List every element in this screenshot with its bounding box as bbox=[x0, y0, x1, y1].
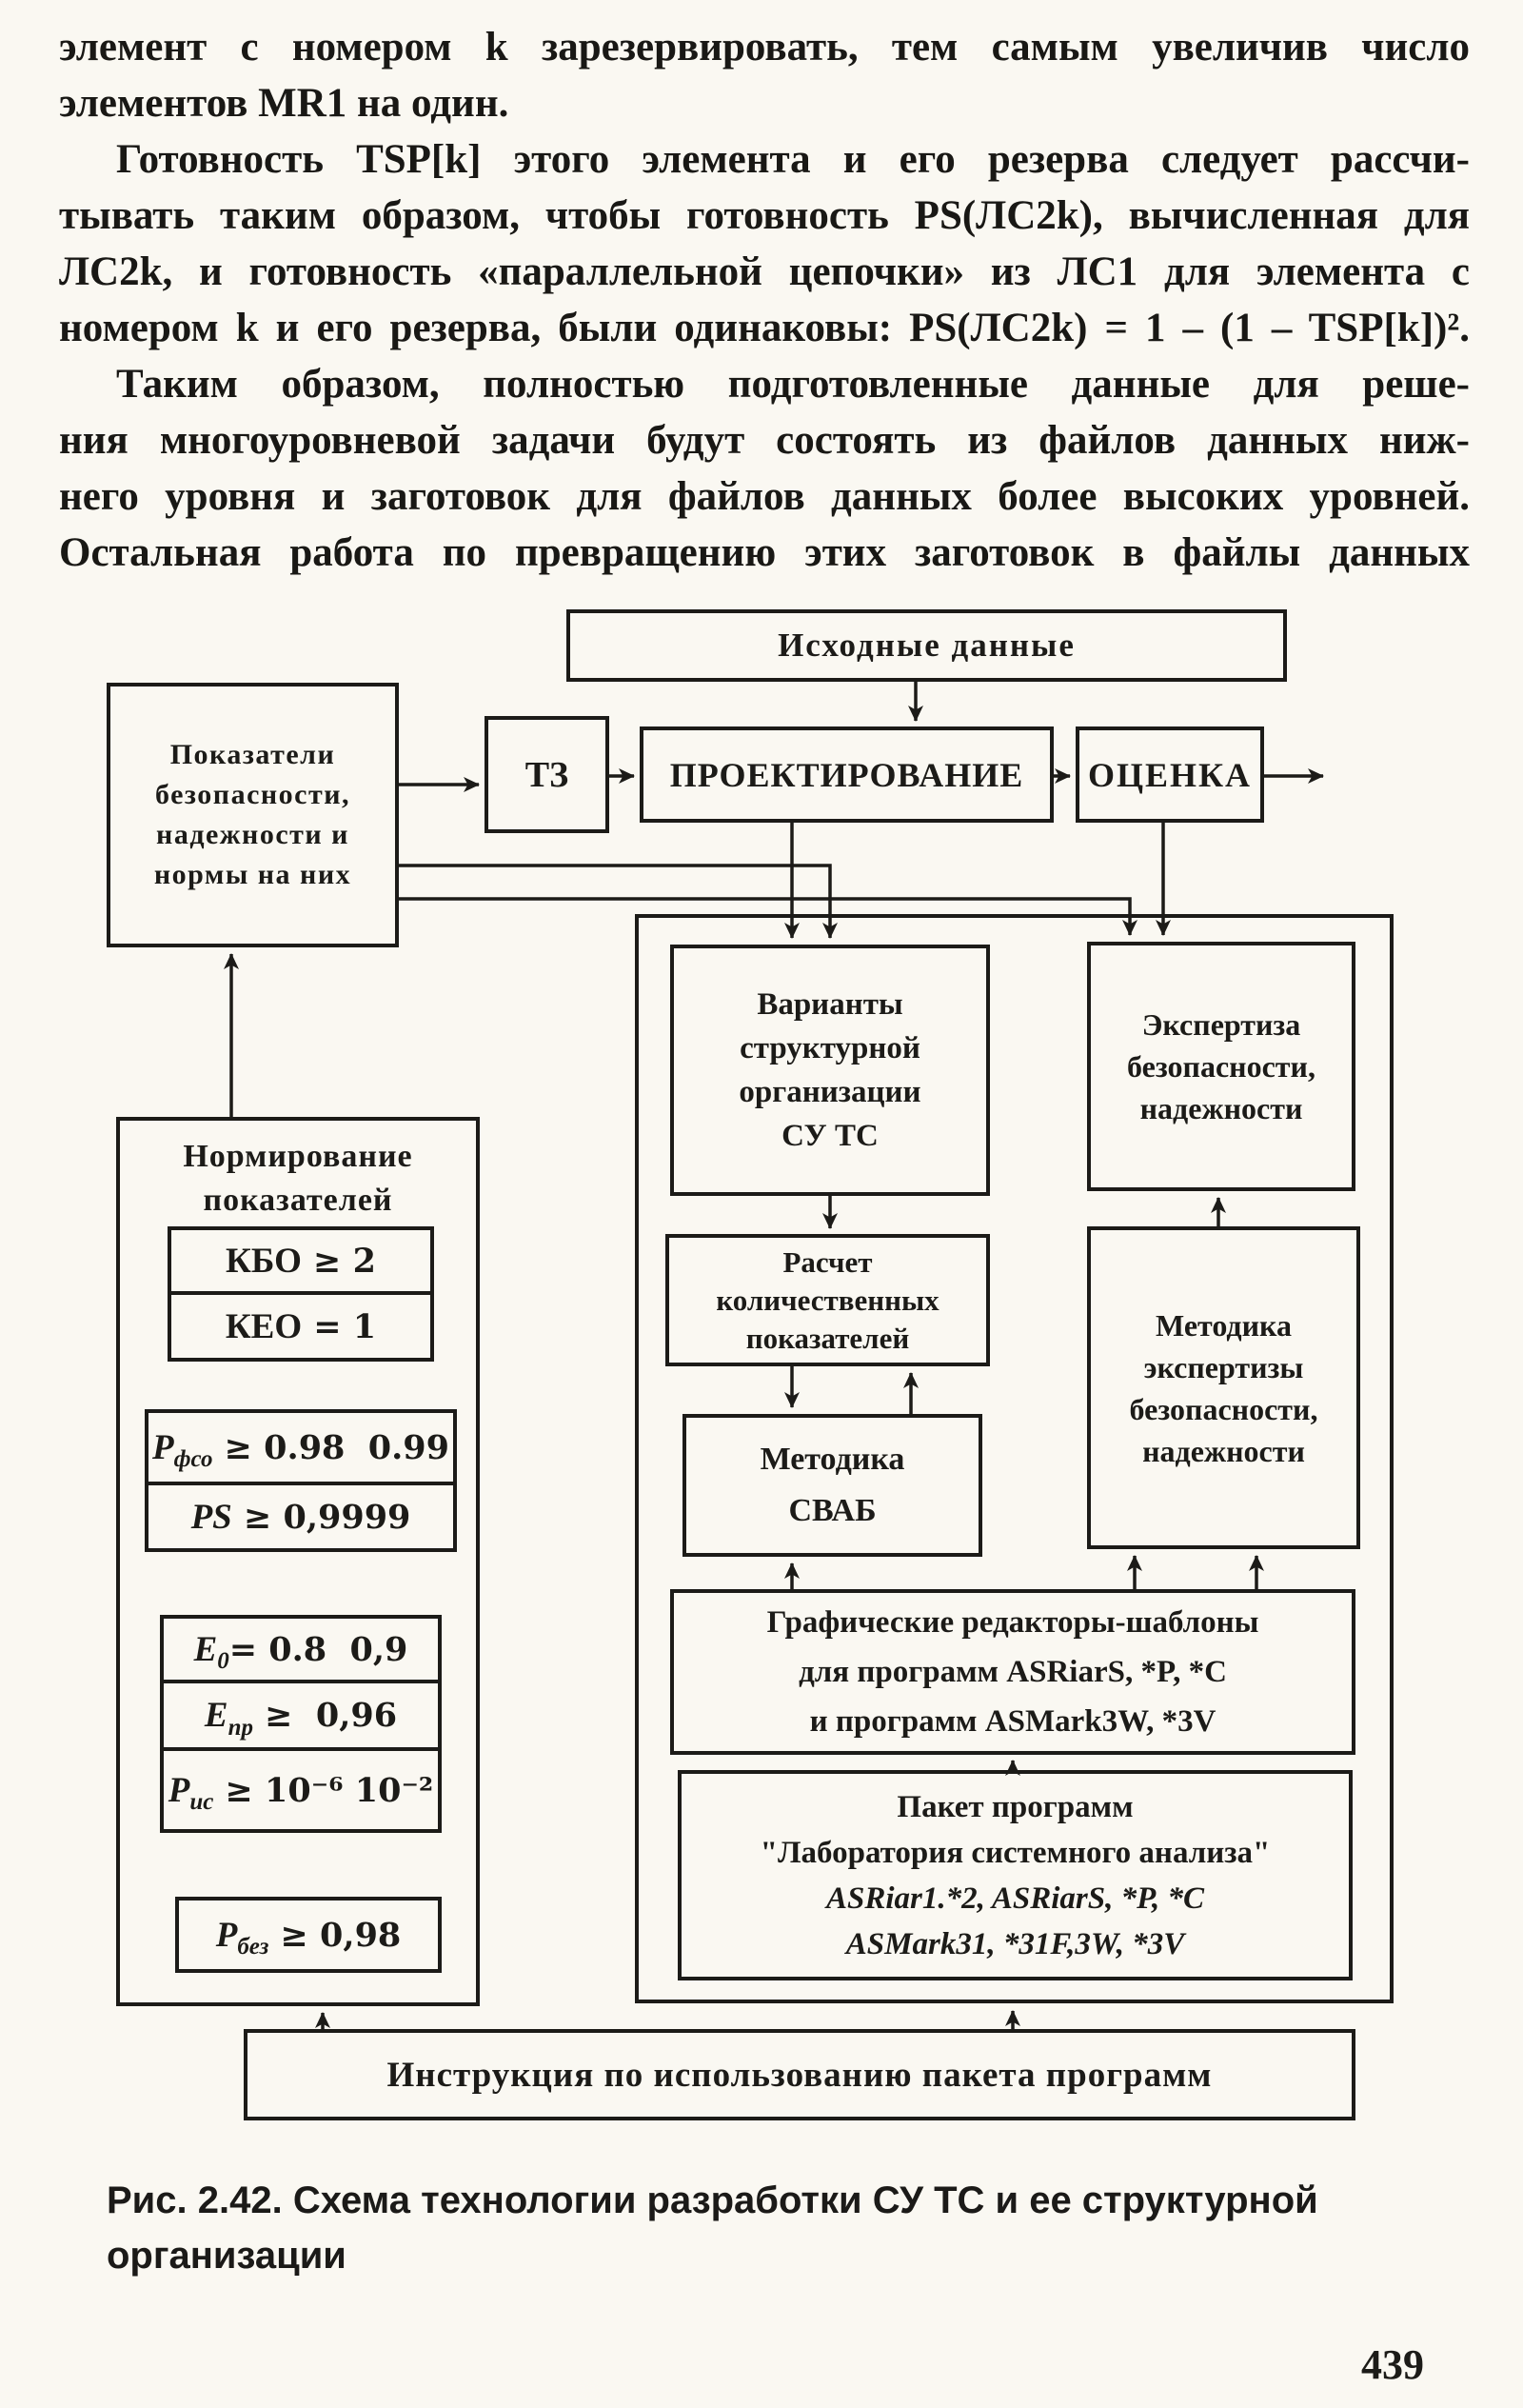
box-indicators bbox=[107, 683, 399, 947]
box-label: безопасности, bbox=[154, 779, 351, 810]
box-graphic-editors bbox=[670, 1589, 1355, 1755]
box-label: СВАБ bbox=[788, 1493, 877, 1528]
box-source-data bbox=[566, 609, 1287, 682]
formula-subscript: фсо bbox=[173, 1446, 213, 1472]
formula-base: Е bbox=[193, 1629, 218, 1669]
box-label: экспертизы bbox=[1143, 1349, 1304, 1384]
norm-keo bbox=[168, 1291, 434, 1362]
text-line: него уровня и заготовок для файлов данных более высоких уровней. bbox=[59, 474, 1470, 519]
box-label: Графические редакторы-шаблоны bbox=[766, 1605, 1259, 1640]
box-program-package bbox=[678, 1770, 1353, 1980]
text-line: элемент с номером k зарезервировать, тем самым увеличив число bbox=[59, 25, 1470, 70]
box-label: структурной bbox=[740, 1031, 920, 1065]
figure-caption-line: Рис. 2.42. Схема технологии разработки СУ ТС и ее структурной bbox=[107, 2179, 1318, 2221]
box-label: надежности bbox=[1139, 1091, 1303, 1125]
text-line: тывать таким образом, чтобы готовность PS(ЛС2k), вычисленная для bbox=[59, 193, 1470, 238]
box-label: для программ ASRiarS, *P, *C bbox=[799, 1655, 1227, 1689]
box-design bbox=[640, 726, 1054, 823]
page-number: 439 bbox=[1361, 2341, 1424, 2388]
box-variants bbox=[670, 945, 990, 1196]
formula-base: Р bbox=[151, 1427, 174, 1467]
formula-subscript: ис bbox=[189, 1789, 214, 1815]
box-expertise bbox=[1087, 942, 1355, 1191]
formula-base: Е bbox=[204, 1696, 228, 1735]
box-label: ASMark31, *31F,3W, *3V bbox=[845, 1926, 1185, 1961]
box-label: и программ ASMark3W, *3V bbox=[809, 1704, 1216, 1739]
body-text bbox=[59, 19, 1470, 581]
box-label: показателей bbox=[203, 1183, 393, 1218]
box-label: Методика bbox=[760, 1442, 905, 1477]
text-line: ЛС2k, и готовность «параллельной цепочки» из ЛС1 для элемента с bbox=[59, 249, 1470, 294]
box-label: Показатели bbox=[169, 739, 336, 770]
norm-pfso bbox=[145, 1409, 457, 1485]
norm-pbez bbox=[175, 1897, 442, 1973]
box-label: ОЦЕНКА bbox=[1087, 755, 1253, 794]
formula-value: ≥ 0,96 bbox=[252, 1696, 398, 1735]
box-calculation bbox=[665, 1234, 990, 1366]
box-label: СУ ТС bbox=[781, 1119, 879, 1153]
formula-value: ≥ 10⁻⁶ 10⁻² bbox=[213, 1770, 434, 1810]
box-instruction bbox=[244, 2029, 1355, 2120]
box-label: нормы на них bbox=[153, 859, 352, 890]
box-label: Методика bbox=[1156, 1307, 1292, 1343]
formula-base: PS bbox=[190, 1497, 232, 1537]
box-label: надежности и bbox=[156, 819, 349, 850]
formula-base: Р bbox=[168, 1770, 190, 1810]
formula-subscript: 0 bbox=[217, 1648, 229, 1674]
box-tz bbox=[485, 716, 609, 833]
text-line: ния многоуровневой задачи будут состоять из файлов данных ниж- bbox=[59, 418, 1470, 463]
box-label: безопасности, bbox=[1129, 1391, 1318, 1426]
text-line: Таким образом, полностью подготовленные данные для реше- bbox=[116, 362, 1470, 407]
text-line: элементов MR1 на один. bbox=[59, 81, 509, 126]
box-label: организации bbox=[739, 1075, 921, 1109]
text-line: номером k и его резерва, были одинаковы: PS(ЛС2k) = 1 – (1 – TSP[k])². bbox=[59, 306, 1470, 350]
formula-value: = 0.8 0,9 bbox=[228, 1629, 408, 1669]
box-label: надежности bbox=[1142, 1433, 1305, 1468]
box-label: безопасности, bbox=[1127, 1049, 1315, 1084]
box-label: Инструкция по использованию пакета программ bbox=[386, 2055, 1213, 2095]
formula-value: ≥ 2 bbox=[301, 1241, 376, 1281]
box-evaluation bbox=[1076, 726, 1264, 823]
norm-ps bbox=[145, 1482, 457, 1552]
norm-e0 bbox=[160, 1615, 442, 1683]
box-label: "Лаборатория системного анализа" bbox=[760, 1835, 1271, 1870]
box-label: Расчет bbox=[782, 1244, 873, 1279]
formula-base: Р bbox=[215, 1915, 238, 1955]
box-expertise-method bbox=[1087, 1226, 1360, 1549]
box-label: количественных bbox=[716, 1283, 940, 1317]
figure-caption-line: организации bbox=[107, 2235, 346, 2277]
box-label: Пакет программ bbox=[897, 1789, 1134, 1824]
norm-epr bbox=[160, 1680, 442, 1751]
box-label: Исходные данные bbox=[778, 627, 1076, 664]
figure-caption bbox=[107, 2173, 1458, 2283]
box-svab-method bbox=[682, 1414, 982, 1557]
box-label: ПРОЕКТИРОВАНИЕ bbox=[669, 755, 1024, 794]
formula-subscript: пр bbox=[227, 1714, 253, 1741]
formula-value: ≥ 0,98 bbox=[268, 1915, 402, 1955]
box-label: Нормирование bbox=[183, 1139, 413, 1174]
norm-kbo bbox=[168, 1226, 434, 1295]
norm-pis bbox=[160, 1747, 442, 1833]
box-label: ТЗ bbox=[524, 754, 569, 795]
normalization-title bbox=[133, 1135, 463, 1223]
box-label: показателей bbox=[745, 1321, 910, 1355]
formula-subscript: без bbox=[237, 1934, 269, 1960]
box-label: ASRiar1.*2, ASRiarS, *P, *C bbox=[825, 1881, 1205, 1916]
formula-value: ≥ 0,9999 bbox=[231, 1497, 411, 1537]
formula-value: = 1 bbox=[302, 1306, 377, 1346]
box-label: Экспертиза bbox=[1141, 1007, 1301, 1042]
formula-base: КБО bbox=[226, 1241, 302, 1281]
text-line: Остальная работа по превращению этих заготовок в файлы данных bbox=[59, 530, 1470, 575]
text-line: Готовность TSP[k] этого элемента и его резерва следует рассчи- bbox=[116, 137, 1470, 182]
formula-base: КЕО bbox=[225, 1306, 303, 1346]
formula-value: ≥ 0.98 0.99 bbox=[212, 1427, 450, 1467]
box-label: Варианты bbox=[757, 987, 903, 1022]
